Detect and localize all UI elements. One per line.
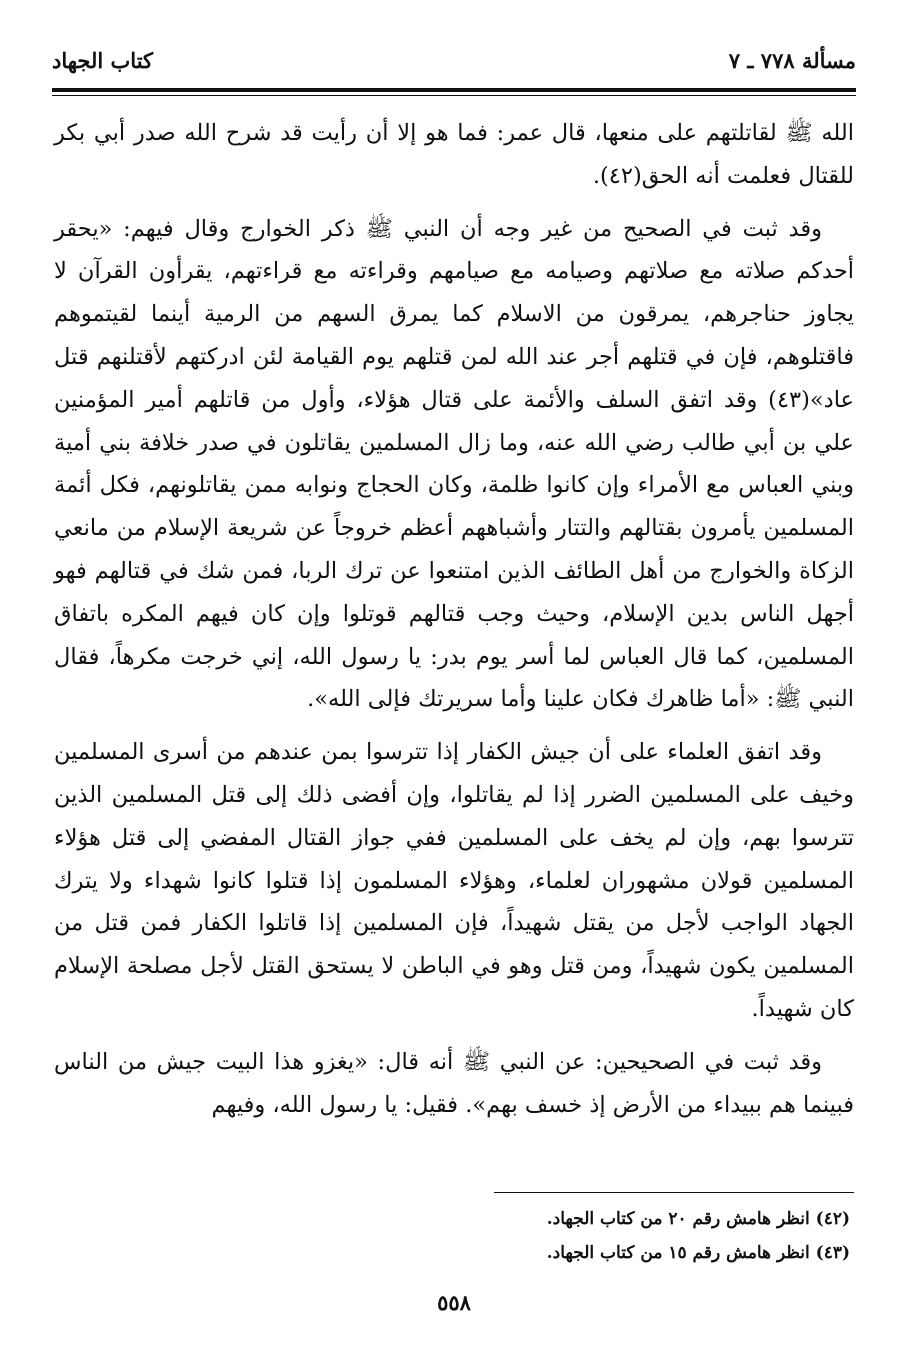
header-issue-number: مسألة ٧٧٨ ـ ٧ [728, 48, 856, 73]
paragraph-1: الله ﷺ لقاتلتهم على منعها، قال عمر: فما هو إلا أن رأيت قد شرح الله صدر أبي بكر للقتال فعلمت أنه الحق(٤٢). [54, 120, 854, 189]
paragraph-3: وقد اتفق العلماء على أن جيش الكفار إذا تترسوا بمن عندهم من أسرى المسلمين وخيف على المسلمين الضرر إذا لم يقاتلوا، وإن أفضى ذلك إلى قتل المسلمين الذين تترسوا بهم، وإن لم يخف على المسلمين ففي جواز القتال المفضي إلى قتل هؤلاء المسلمين قولان مشهوران لعلماء، وهؤلاء المسلمون إذا قتلوا كانوا شهداء ولا يترك الجهاد الواجب لأجل من يقتل شهيداً، فإن المسلمين إذا قاتلوا الكفار فمن قتل من المسلمين يكون شهيداً، ومن قتل وهو في الباطن لا يستحق القتل لأجل مصلحة الإسلام كان شهيداً. [54, 739, 854, 1022]
footnotes [54, 1202, 850, 1270]
paragraph-4: وقد ثبت في الصحيحين: عن النبي ﷺ أنه قال: «يغزو هذا البيت جيش من الناس فبينما هم ببيداء من الأرض إذ خسف بهم». فقيل: يا رسول الله، وفيهم [54, 1048, 854, 1118]
paragraph-2: وقد ثبت في الصحيح من غير وجه أن النبي ﷺ ذكر الخوارج وقال فيهم: «يحقر أحدكم صلاته مع صلاتهم وصيامه مع صيامهم وقراءته مع قراءتهم، يقرأون القرآن لا يجاوز حناجرهم، يمرقون من الاسلام كما يمرق السهم من الرمية أينما لقيتموهم فاقتلوهم، فإن في قتلهم أجر عند الله لمن قتلهم يوم القيامة لئن ادركتهم لأقتلنهم قتل عاد»(٤٣) وقد اتفق السلف والأئمة على قتال هؤلاء، وأول من قاتلهم أمير المؤمنين علي بن أبي طالب رضي الله عنه، وما زال المسلمين يقاتلون في صدر خلافة بني أمية وبني العباس مع الأمراء وإن كانوا ظلمة، وكان الحجاج ونوابه ممن يقاتلونهم، فكل أئمة المسلمين يأمرون بقتالهم والتتار وأشباههم أعظم خروجاً عن شريعة الإسلام من مانعي الزكاة والخوارج من أهل الطائف الذين امتنعوا عن ترك الربا، فمن شك في قتالهم فهو أجهل الناس بدين الإسلام، وحيث وجب قتالهم قوتلوا وإن كان فيهم المكره باتفاق المسلمين، كما قال العباس لما أسر يوم بدر: يا رسول الله، إني خرجت مكرهاً، فقال النبي ﷺ: «أما ظاهرك فكان علينا وأما سريرتك فإلى الله». [54, 215, 854, 713]
footnote-42: (٤٢) انظر هامش رقم ٢٠ من كتاب الجهاد. [546, 1209, 850, 1229]
footnote-43: (٤٣) انظر هامش رقم ١٥ من كتاب الجهاد. [546, 1243, 850, 1263]
header-rule-thick [52, 88, 856, 92]
header-rule-thin [52, 95, 856, 96]
running-header [52, 40, 856, 88]
footnote-separator [494, 1192, 854, 1193]
page-number: ٥٥٨ [437, 1290, 471, 1315]
header-book-title: كتاب الجهاد [52, 48, 154, 73]
main-text [54, 112, 854, 1136]
